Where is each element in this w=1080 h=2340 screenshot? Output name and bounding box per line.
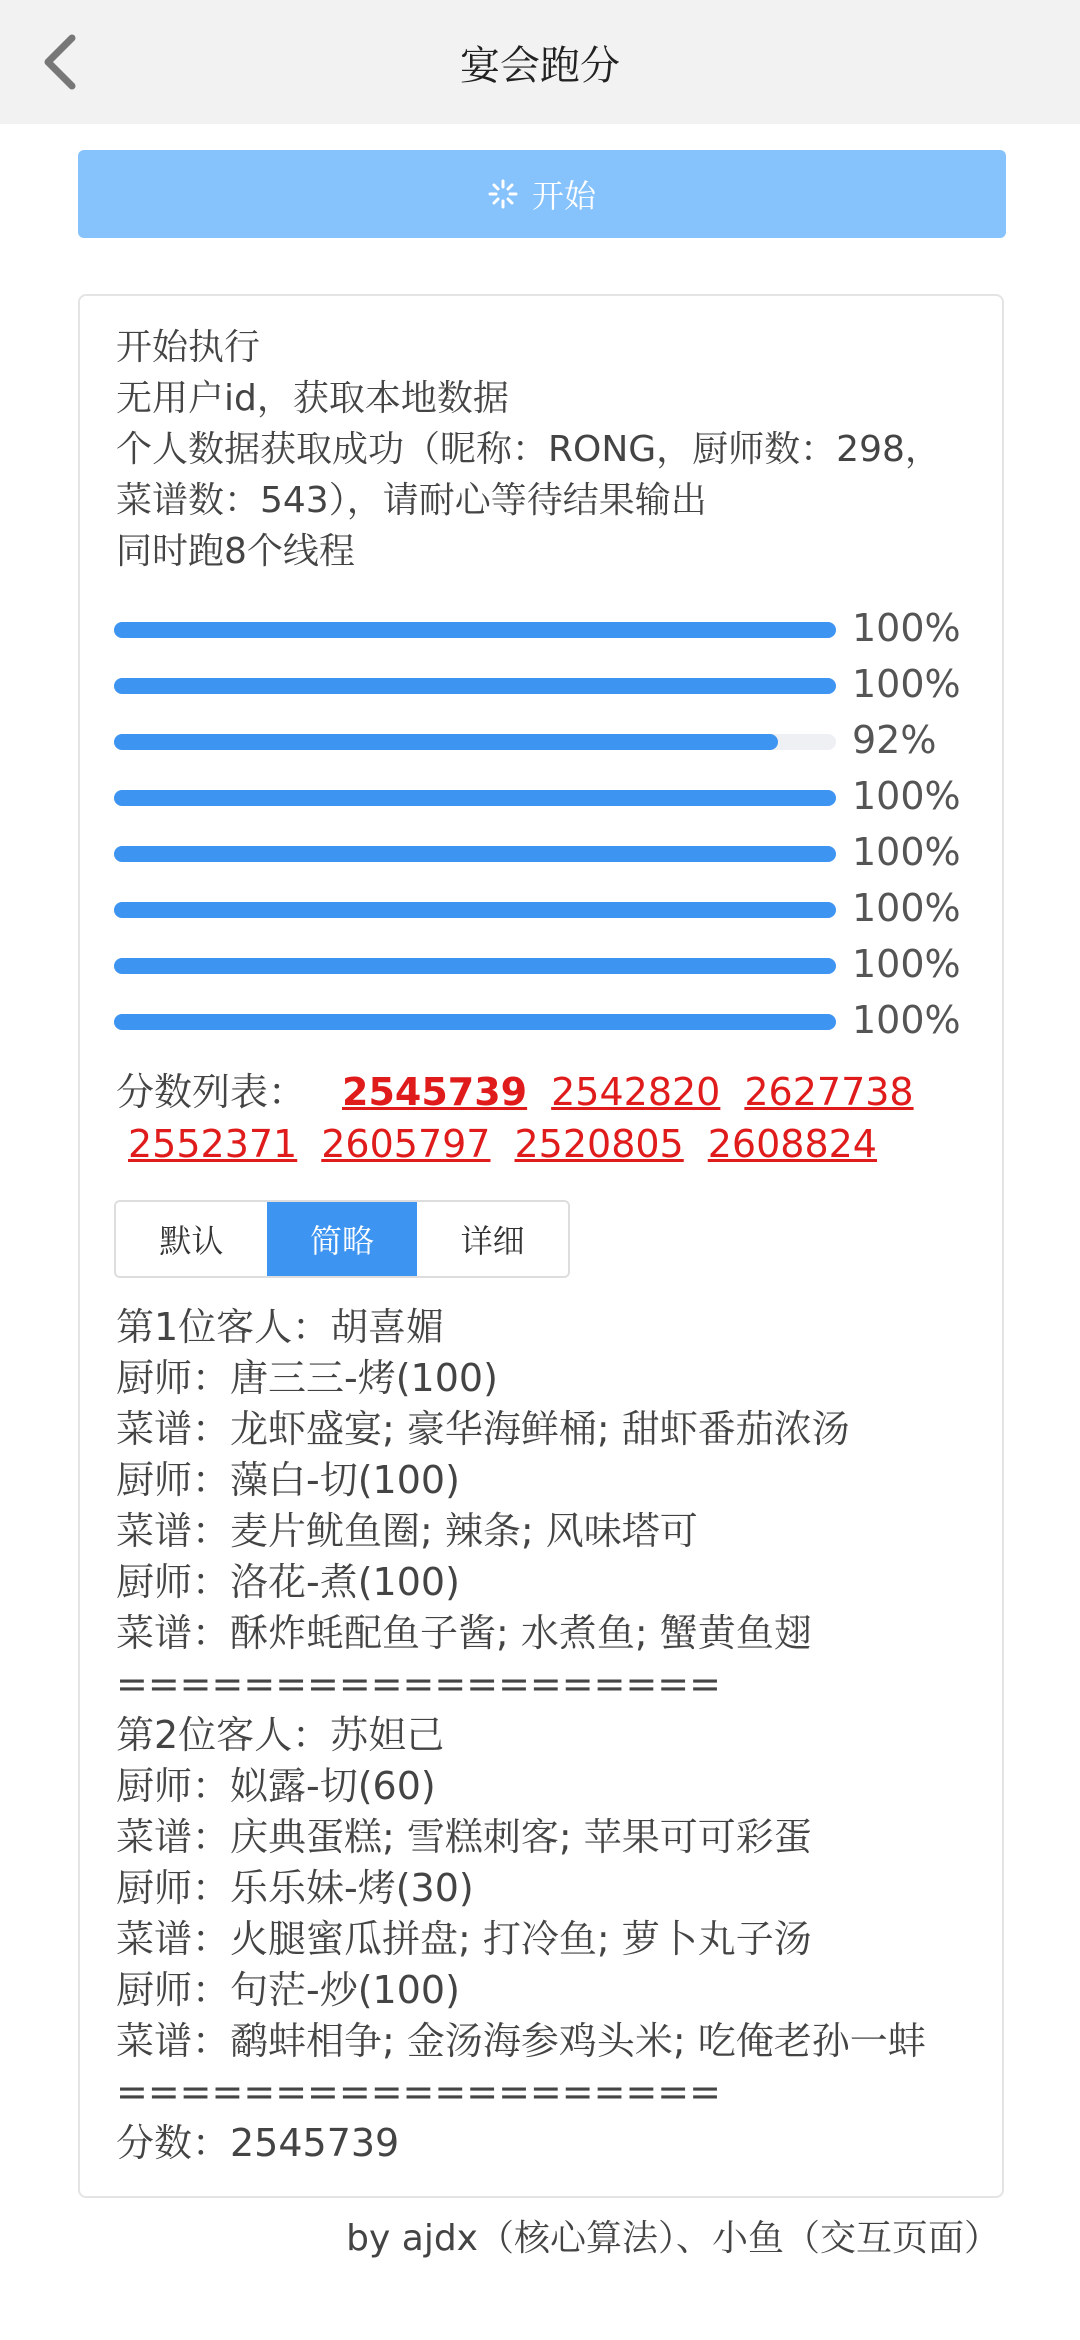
log-line: 无用户id，获取本地数据 xyxy=(116,378,509,419)
score-link[interactable]: 2545739 xyxy=(342,1070,528,1114)
tab-detail[interactable]: 详细 xyxy=(417,1202,568,1276)
progress-fill xyxy=(114,958,836,974)
result-line: 厨师：藻白-切(100) xyxy=(116,1458,460,1502)
result-score: 分数：2545739 xyxy=(116,2121,400,2165)
progress-list xyxy=(114,608,974,1056)
progress-track xyxy=(114,790,836,806)
progress-track xyxy=(114,846,836,862)
back-button[interactable] xyxy=(30,30,90,94)
progress-fill xyxy=(114,678,836,694)
progress-row xyxy=(114,608,974,664)
score-list xyxy=(116,1066,976,1170)
result-line: 第1位客人：胡喜媚 xyxy=(116,1305,445,1349)
result-line: 厨师：句茫-炒(100) xyxy=(116,1968,460,2012)
progress-row xyxy=(114,944,974,1000)
progress-fill xyxy=(114,734,778,750)
progress-label: 92% xyxy=(852,718,937,762)
loading-spinner-icon xyxy=(488,179,518,209)
result-divider: =================== xyxy=(116,2070,721,2114)
tab-default[interactable]: 默认 xyxy=(116,1202,267,1276)
progress-track xyxy=(114,622,836,638)
result-line: 第2位客人：苏妲己 xyxy=(116,1713,445,1757)
page-title: 宴会跑分 xyxy=(460,42,620,89)
result-line: 厨师：乐乐妹-烤(30) xyxy=(116,1866,474,1910)
progress-label: 100% xyxy=(852,830,961,874)
output-panel xyxy=(78,294,1004,2198)
progress-label: 100% xyxy=(852,886,961,930)
top-bar xyxy=(0,0,1080,124)
progress-track xyxy=(114,1014,836,1030)
result-line: 厨师：唐三三-烤(100) xyxy=(116,1356,498,1400)
score-link[interactable]: 2608824 xyxy=(707,1122,877,1166)
progress-label: 100% xyxy=(852,774,961,818)
progress-label: 100% xyxy=(852,942,961,986)
chevron-left-icon xyxy=(40,32,80,92)
log-area xyxy=(116,322,976,577)
result-line: 菜谱：庆典蛋糕; 雪糕刺客; 苹果可可彩蛋 xyxy=(116,1815,812,1859)
progress-fill xyxy=(114,622,836,638)
progress-label: 100% xyxy=(852,606,961,650)
log-line: 开始执行 xyxy=(116,327,261,368)
result-line: 菜谱：酥炸蚝配鱼子酱; 水煮鱼; 蟹黄鱼翅 xyxy=(116,1611,812,1655)
score-link[interactable]: 2627738 xyxy=(744,1070,914,1114)
tab-brief[interactable]: 简略 xyxy=(267,1202,418,1276)
log-line: 个人数据获取成功（昵称：RONG，厨师数：298，菜谱数：543），请耐心等待结果输出 xyxy=(116,429,941,521)
progress-label: 100% xyxy=(852,998,961,1042)
result-line: 厨师：洛花-煮(100) xyxy=(116,1560,460,1604)
progress-row xyxy=(114,832,974,888)
progress-row xyxy=(114,776,974,832)
progress-row xyxy=(114,888,974,944)
progress-fill xyxy=(114,902,836,918)
score-link[interactable]: 2520805 xyxy=(514,1122,684,1166)
progress-row xyxy=(114,720,974,776)
result-text xyxy=(116,1302,976,2169)
progress-row xyxy=(114,664,974,720)
start-button[interactable] xyxy=(78,150,1006,238)
progress-fill xyxy=(114,790,836,806)
progress-track xyxy=(114,958,836,974)
progress-row xyxy=(114,1000,974,1056)
progress-label: 100% xyxy=(852,662,961,706)
score-link[interactable]: 2605797 xyxy=(321,1122,491,1166)
score-list-label: 分数列表： xyxy=(116,1070,307,1114)
score-link[interactable]: 2542820 xyxy=(551,1070,721,1114)
result-line: 厨师：姒露-切(60) xyxy=(116,1764,436,1808)
log-line: 同时跑8个线程 xyxy=(116,531,355,572)
progress-fill xyxy=(114,1014,836,1030)
progress-track xyxy=(114,678,836,694)
progress-fill xyxy=(114,846,836,862)
view-mode-tabs xyxy=(114,1200,570,1278)
credit-text: by ajdx（核心算法）、小鱼（交互页面） xyxy=(346,2218,1000,2259)
result-line: 菜谱：火腿蜜瓜拼盘; 打冷鱼; 萝卜丸子汤 xyxy=(116,1917,812,1961)
progress-track xyxy=(114,734,836,750)
score-link[interactable]: 2552371 xyxy=(128,1122,298,1166)
progress-track xyxy=(114,902,836,918)
result-line: 菜谱：鹬蚌相争; 金汤海参鸡头米; 吃俺老孙一蚌 xyxy=(116,2019,926,2063)
result-line: 菜谱：龙虾盛宴; 豪华海鲜桶; 甜虾番茄浓汤 xyxy=(116,1407,850,1451)
result-line: 菜谱：麦片鱿鱼圈; 辣条; 风味塔可 xyxy=(116,1509,698,1553)
start-button-label: 开始 xyxy=(531,177,596,215)
result-divider: =================== xyxy=(116,1662,721,1706)
